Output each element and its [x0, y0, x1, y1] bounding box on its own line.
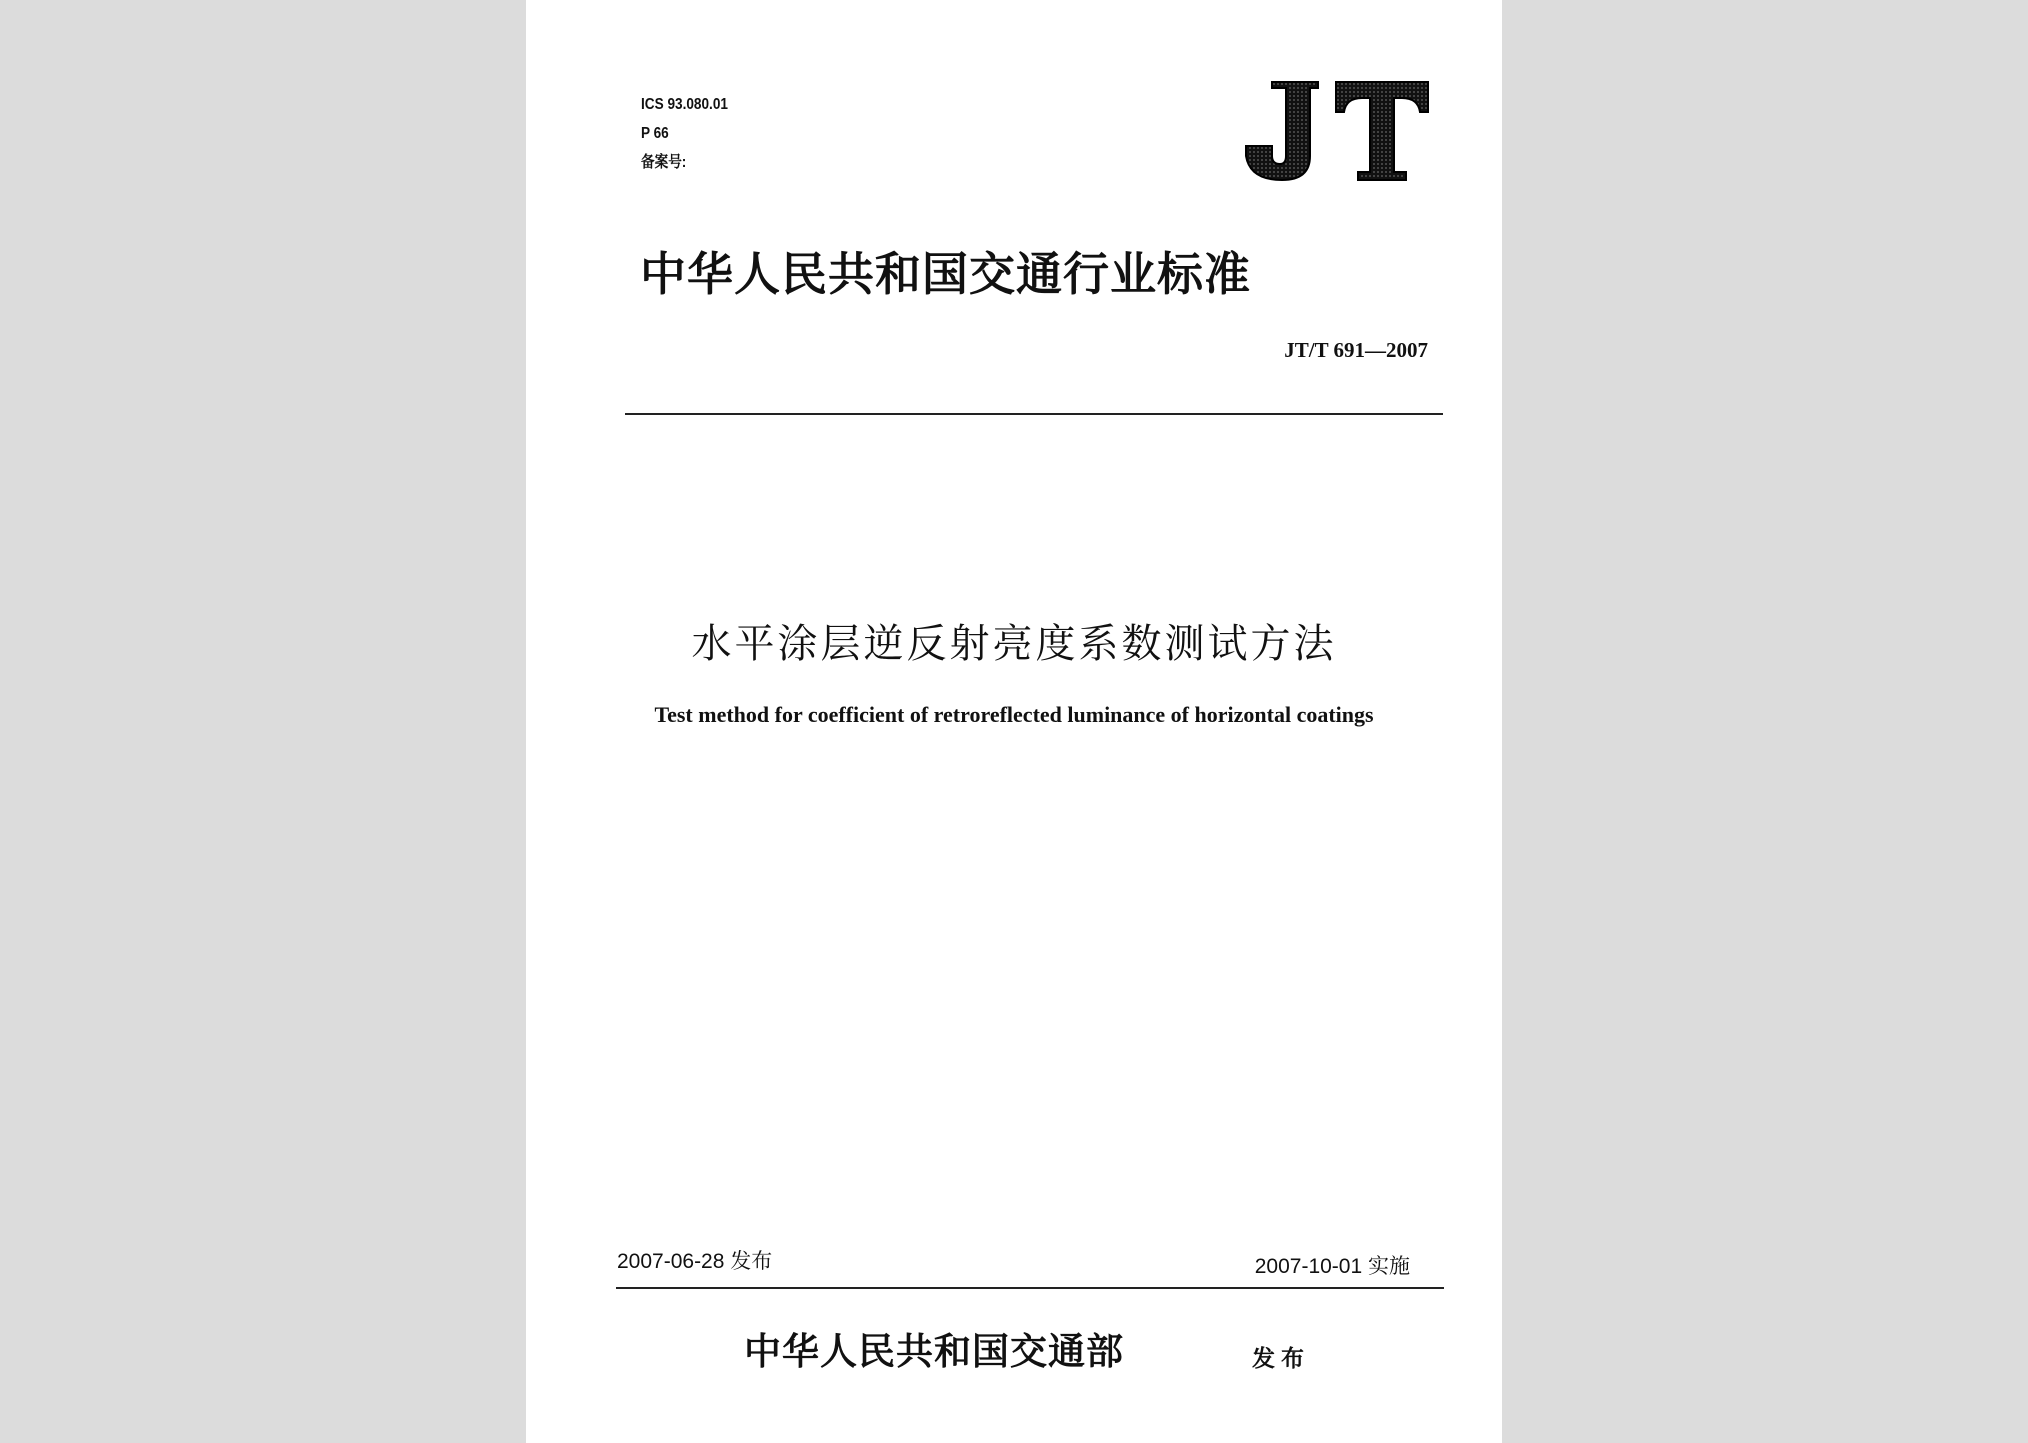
document-title-en: Test method for coefficient of retroreflected luminance of horizontal coatings [654, 702, 1374, 727]
jt-logo-icon [1232, 78, 1432, 188]
footer-divider [616, 1287, 1444, 1289]
header-divider [625, 413, 1443, 415]
document-page [526, 0, 1502, 1443]
standard-metadata [641, 90, 728, 177]
ccs-code: P 66 [641, 125, 669, 142]
document-title-zh: 水平涂层逆反射亮度系数测试方法 [691, 621, 1337, 667]
record-number-label: 备案号: [641, 154, 687, 171]
publisher-name: 中华人民共和国交通部 [744, 1329, 1124, 1373]
effective-date: 2007-10-01 实施 [1254, 1255, 1410, 1278]
industry-standard-title: 中华人民共和国交通行业标准 [640, 247, 1251, 301]
standard-number: JT/T 691—2007 [1284, 338, 1428, 362]
publish-label: 发布 [1252, 1345, 1310, 1372]
ics-code: ICS 93.080.01 [641, 96, 728, 113]
issue-date: 2007-06-28 发布 [617, 1250, 773, 1273]
